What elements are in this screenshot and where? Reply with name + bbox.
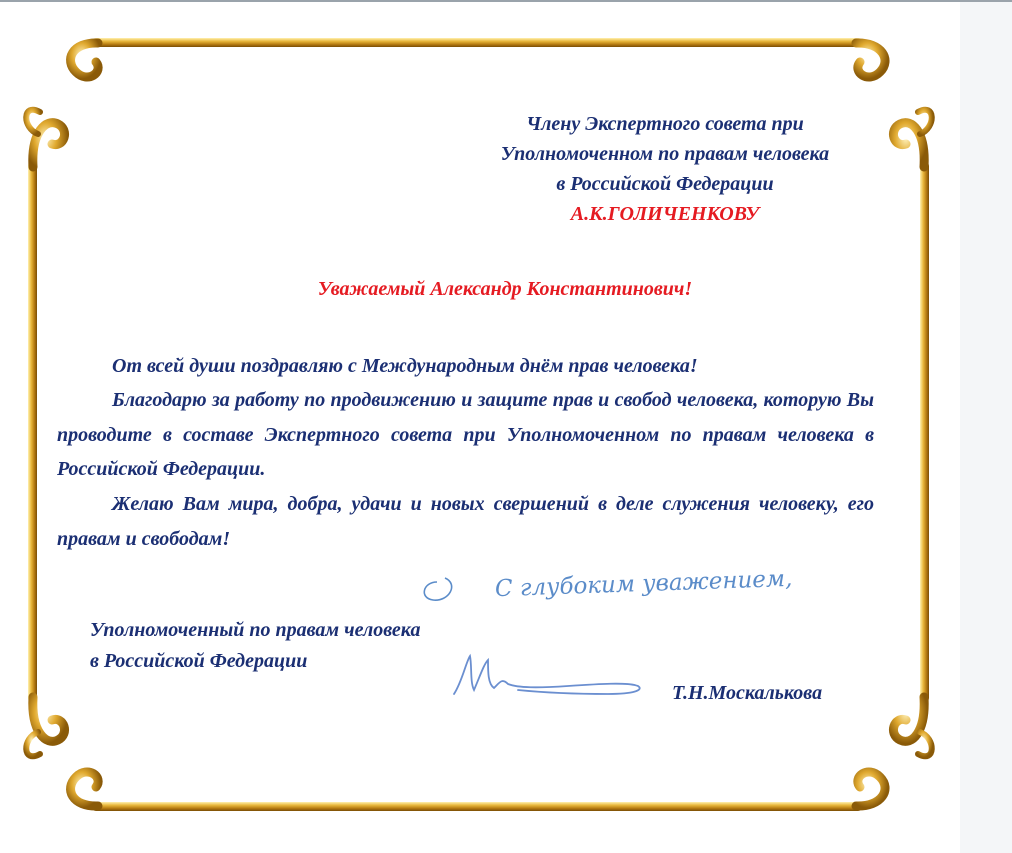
frame-corner-bottom-right [856,697,932,806]
frame-bottom-bar [92,802,862,811]
frame-corner-bottom-left [26,697,98,806]
body-paragraph-2 [57,383,874,487]
frame-right-bar [920,162,929,702]
sender-line-1: Уполномоченный по правам человека [90,619,421,641]
handwritten-closing [415,560,835,610]
body-paragraph-1 [57,349,874,384]
body-paragraph-1-text: От всей души поздравляю с Международным днём прав человека! [112,355,698,377]
frame-top-bar [92,38,862,47]
sender-line-2: в Российской Федерации [90,650,308,672]
addressee-line-1: Члену Экспертного совета при [526,113,804,135]
body-paragraph-2-text: Благодарю за работу по продвижению и защите прав и свобод человека, которую Вы проводите в составе Экспертного совета при Уполномоченном по правам человека в Российской Федерации. [57,389,874,480]
letter-sheet [0,2,960,853]
addressee-line-2: Уполномоченном по правам человека [500,143,830,165]
frame-corner-top-left [26,43,98,167]
body-paragraph-3 [57,487,874,556]
signature [448,642,658,702]
addressee-name: А.К.ГОЛИЧЕНКОВУ [570,203,760,225]
handwritten-closing-art [415,560,835,610]
handwritten-closing-text: С глубоким уважением, [494,565,793,603]
body-paragraph-3-text: Желаю Вам мира, добра, удачи и новых свершений в деле служения человеку, его правам и свободам! [57,493,874,550]
sender-name: Т.Н.Москалькова [672,682,823,704]
salutation: Уважаемый Александр Константинович! [317,278,693,300]
addressee-line-3: в Российской Федерации [556,173,774,195]
frame-left-bar [28,162,37,702]
